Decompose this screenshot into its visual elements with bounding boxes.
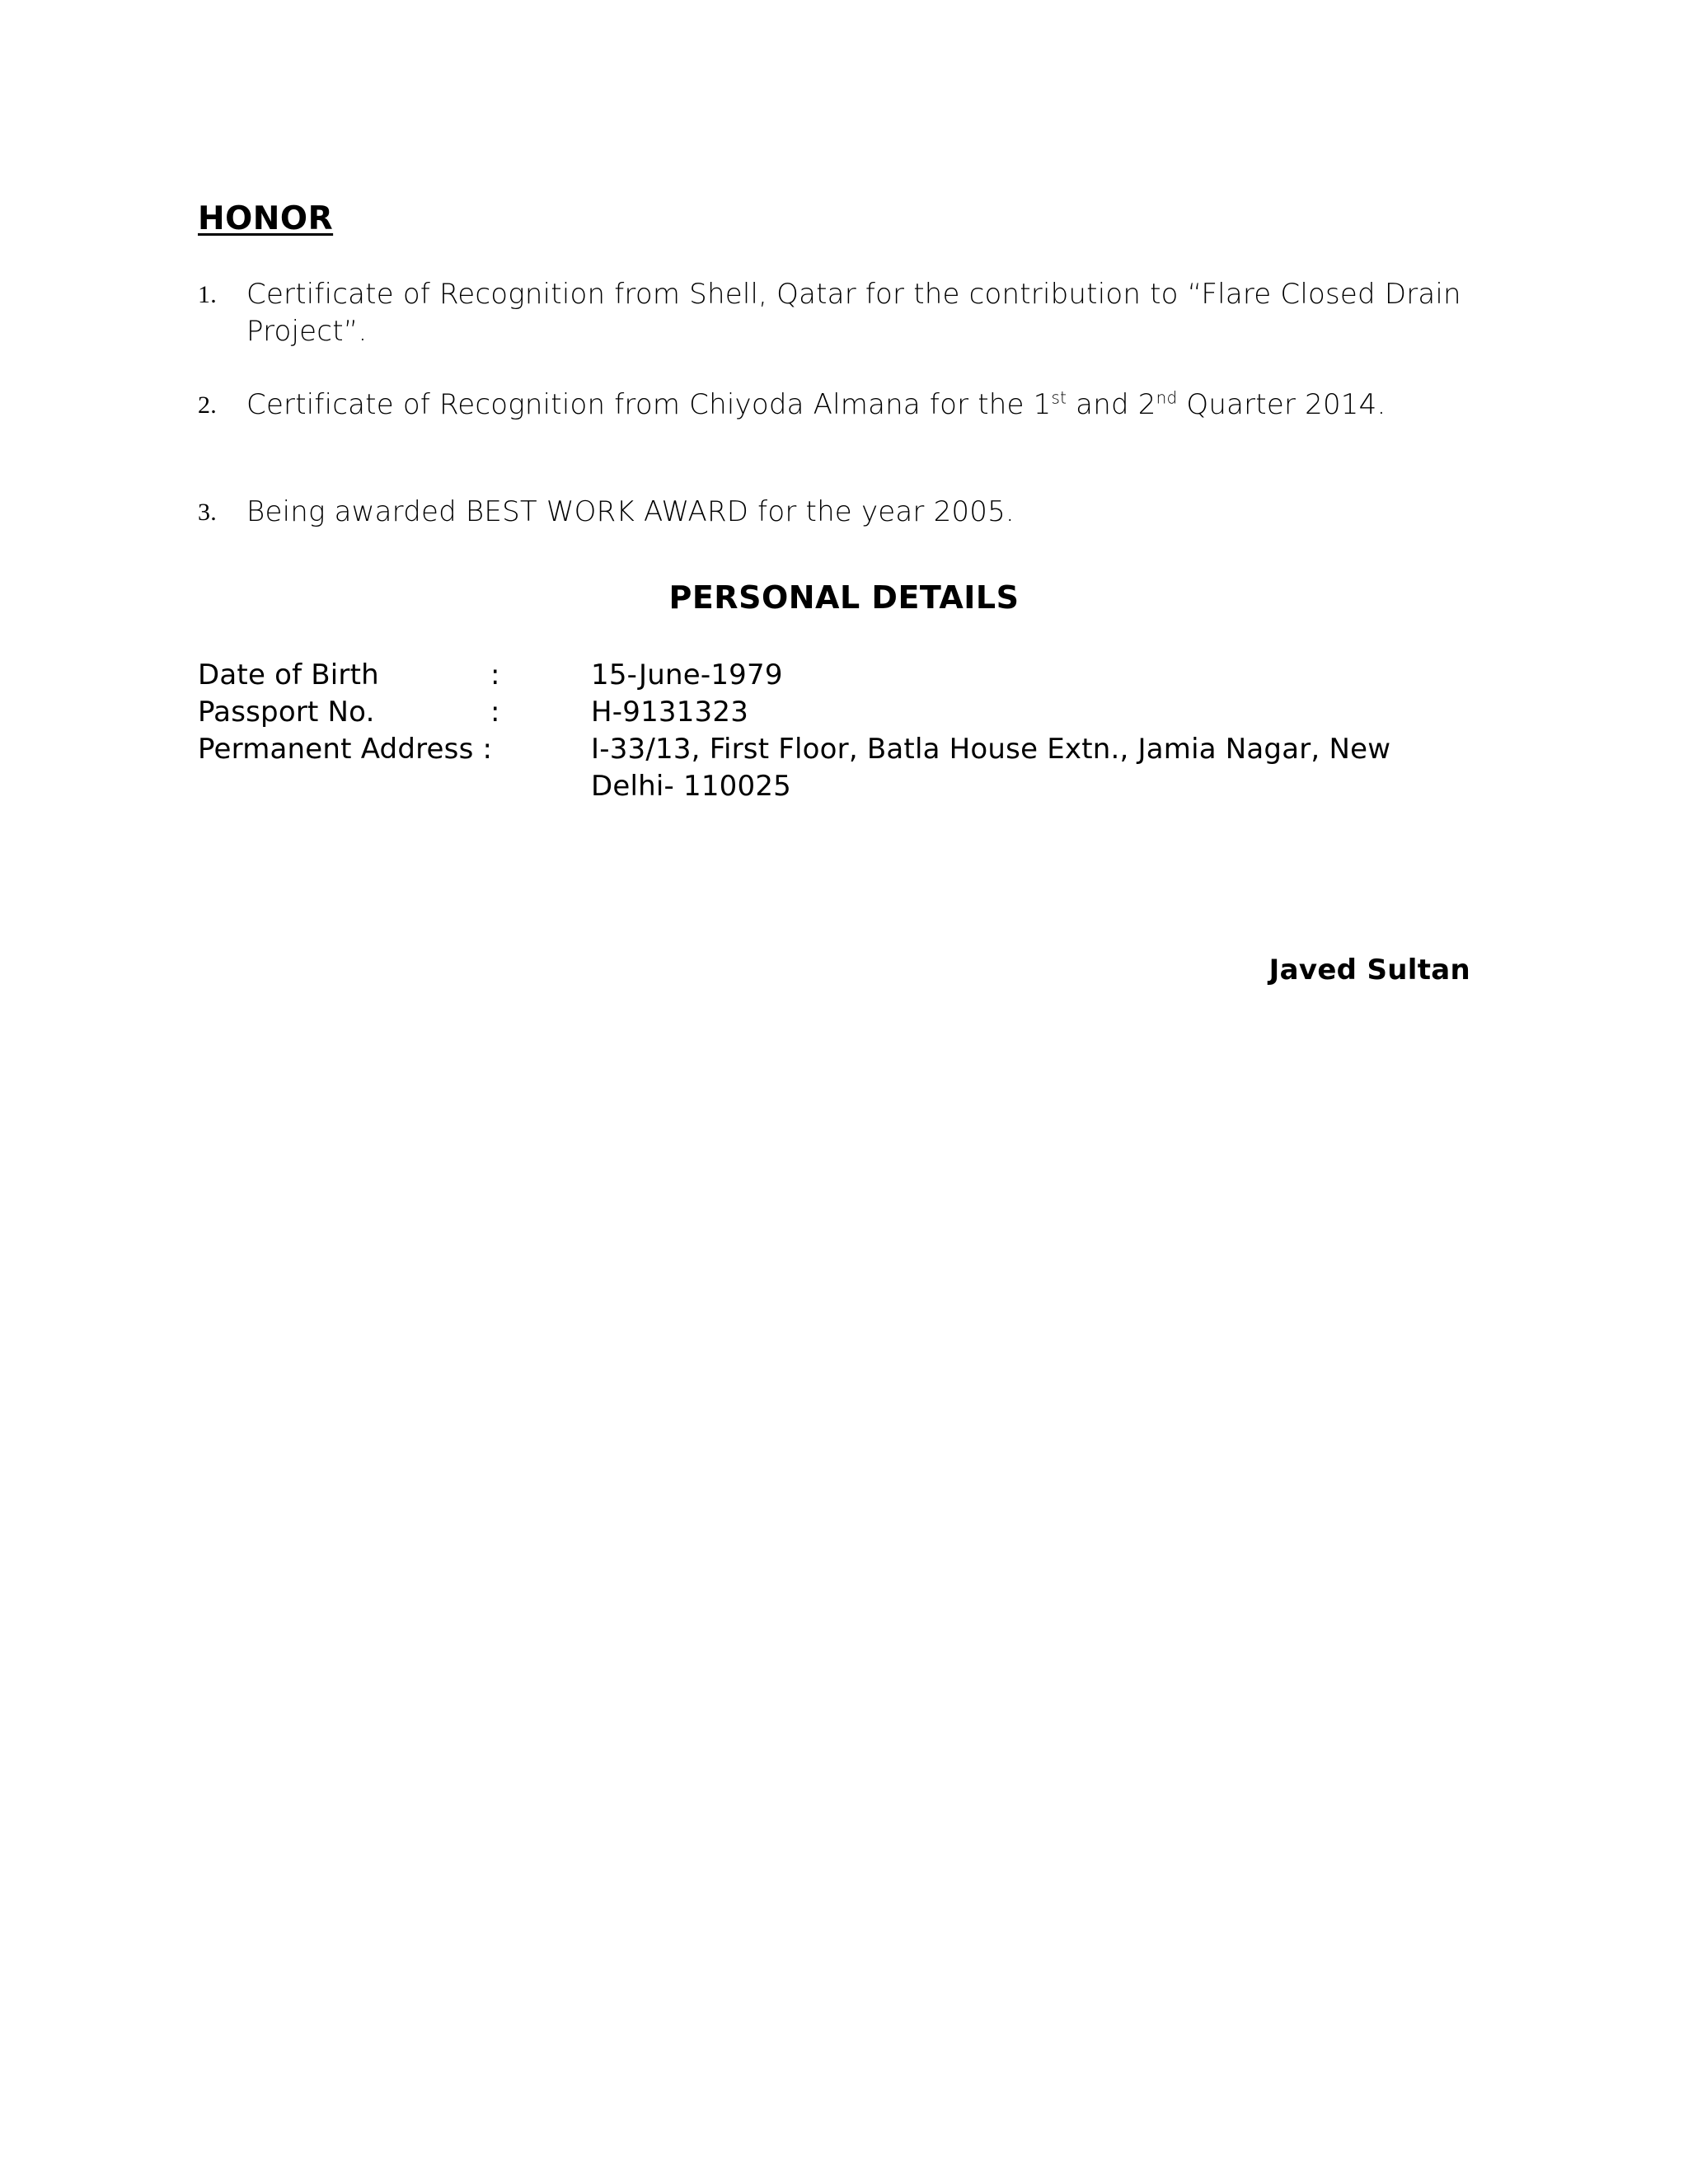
honor-heading: HONOR (198, 200, 334, 237)
personal-details-heading: PERSONAL DETAILS (668, 579, 1020, 616)
honor-list (198, 276, 1550, 531)
detail-value: I-33/13, First Floor, Batla House Extn., Jamia Nagar, New Delhi- 110025 (591, 733, 1391, 803)
honor-item-text-part: and 2 (1067, 388, 1156, 421)
detail-separator: : (490, 658, 500, 691)
honor-item (198, 494, 1550, 531)
honor-item (198, 387, 1550, 424)
detail-separator: : (490, 696, 500, 729)
detail-row-passport-no (198, 694, 1484, 731)
detail-row-date-of-birth (198, 657, 1484, 694)
personal-details-table (198, 657, 1484, 805)
ordinal-suffix: nd (1156, 387, 1178, 408)
honor-item-text-part: Certificate of Recognition from Chiyoda Almana for the 1 (246, 388, 1052, 421)
honor-item-number: 3. (198, 499, 217, 526)
detail-label: Permanent Address : (198, 733, 493, 766)
signature-name: Javed Sultan (1268, 954, 1470, 987)
honor-item-text-part: Quarter 2014. (1177, 388, 1386, 421)
honor-item-number: 2. (198, 391, 217, 419)
honor-item-text (246, 388, 1386, 421)
ordinal-suffix: st (1051, 387, 1067, 408)
honor-item-number: 1. (198, 281, 217, 308)
honor-item-text: Being awarded BEST WORK AWARD for the year 2005. (246, 495, 1015, 528)
detail-value: H-9131323 (591, 696, 749, 729)
detail-value: 15-June-1979 (591, 658, 783, 691)
detail-label: Passport No. (198, 696, 375, 729)
detail-label: Date of Birth (198, 658, 379, 691)
honor-item-text: Certificate of Recognition from Shell, Qatar for the contribution to “Flare Closed Drain Project”. (246, 278, 1461, 348)
detail-row-permanent-address (198, 731, 1484, 805)
honor-item (198, 276, 1550, 350)
